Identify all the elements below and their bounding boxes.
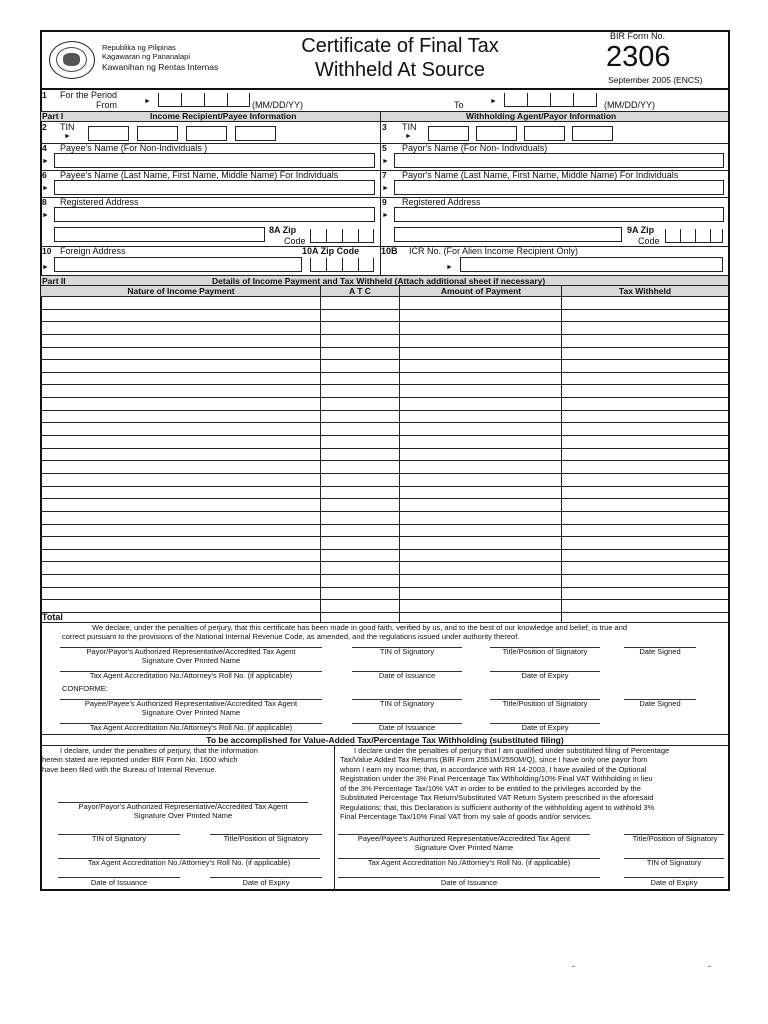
table-row[interactable] xyxy=(40,574,730,575)
payor-tin-box-2[interactable] xyxy=(476,126,517,141)
vat-right-text-4: Registration under the 3% Final Percentage Tax Wthholding/10% Final VAT Withholding in lieu xyxy=(340,774,653,783)
period-to-dd[interactable] xyxy=(550,93,573,107)
declaration-line-2: correct pursuant to the provisions of the National Internal Revenue Code, as amended, and the regulations issued under authority thereof. xyxy=(62,632,520,641)
payor-date-issuance-label: Date of Issuance xyxy=(378,671,436,680)
vat-payor-signature-sublabel: Signature Over Printed Name xyxy=(133,811,233,820)
part1-right-title: Withholding Agent/Payor Information xyxy=(466,111,617,121)
header-divider xyxy=(40,88,730,90)
arrow-icon: ► xyxy=(42,264,49,271)
payee-date-issuance-label: Date of Issuance xyxy=(378,723,436,732)
vat-payee-signature-label: Payee/Payee's Authorized Representative/Accredited Tax Agent xyxy=(357,834,571,843)
payee-tin-box-4[interactable] xyxy=(235,126,276,141)
vat-payee-date-issuance-label: Date of Issuance xyxy=(440,878,498,887)
payor-zip-1[interactable] xyxy=(665,229,680,243)
table-row[interactable] xyxy=(40,498,730,499)
bir-seal-logo xyxy=(49,41,95,79)
vat-payor-date-expiry-label: Date of Expiry xyxy=(242,878,290,887)
payor-title-signatory-label: Title/Position of Signatory xyxy=(502,647,588,656)
table-row[interactable] xyxy=(40,347,730,348)
payor-accreditation-label: Tax Agent Accreditation No./Attorney's Roll No. (if applicable) xyxy=(89,671,293,680)
arrow-icon: ► xyxy=(490,98,497,105)
payee-signature-sublabel: Signature Over Printed Name xyxy=(141,708,241,717)
vat-payor-tin-signatory-label: TIN of Signatory xyxy=(91,834,147,843)
arrow-icon: ► xyxy=(42,212,49,219)
vat-right-text-3: whom I earn my income; that, in accordance with RR 14-2003, I have availed of the Optional xyxy=(340,765,647,774)
vat-right-text-2: Tax/Value Added Tax Returns (BIR Form 2551M/2550M/Q), since I have only one payor from xyxy=(340,755,648,764)
vat-payee-title-signatory-label: Title/Position of Signatory xyxy=(632,834,718,843)
foreign-address-label: Foreign Address xyxy=(60,246,126,256)
vat-divider xyxy=(334,745,335,889)
payee-signature-label: Payee/Payee's Authorized Representative/Accredited Tax Agent xyxy=(84,699,298,708)
payee-address-label: Registered Address xyxy=(60,197,139,207)
payee-zip-2[interactable] xyxy=(326,229,342,243)
payee-zip-code-label: Code xyxy=(284,236,306,246)
period-to-label: To xyxy=(454,100,464,110)
part1-band xyxy=(41,111,728,121)
table-row[interactable] xyxy=(40,587,730,588)
agency-line-3: Kawanihan ng Rentas Internas xyxy=(102,62,219,72)
field-number-7: 7 xyxy=(382,170,387,180)
total-label: Total xyxy=(42,612,63,622)
footer-mark-2: - xyxy=(708,961,711,971)
form-number: 2306 xyxy=(606,41,671,73)
payee-nonindiv-name-input[interactable] xyxy=(54,153,375,168)
payor-address-input-1[interactable] xyxy=(394,207,724,222)
payee-indiv-label: Payee's Name (Last Name, First Name, Middle Name) For Individuals xyxy=(60,170,339,180)
field-number-10: 10 xyxy=(42,246,52,256)
col-header-nature: Nature of Income Payment xyxy=(127,286,235,296)
payor-indiv-name-input[interactable] xyxy=(394,180,724,195)
vat-payor-date-issuance-label: Date of Issuance xyxy=(90,878,148,887)
table-row[interactable] xyxy=(40,536,730,537)
foreign-zip-1[interactable] xyxy=(310,258,326,272)
payor-zip-4[interactable] xyxy=(710,229,723,243)
field-number-9: 9 xyxy=(382,197,387,207)
table-row[interactable] xyxy=(40,321,730,322)
vat-payee-date-expiry-label: Date of Expiry xyxy=(650,878,698,887)
form-title-line1: Certificate of Final Tax xyxy=(301,35,499,57)
part2-label: Part II xyxy=(42,276,66,286)
form-revision-date: September 2005 (ENCS) xyxy=(608,75,703,85)
payee-nonindiv-label: Payee's Name (For Non-Individuals ) xyxy=(60,143,208,153)
table-row[interactable] xyxy=(40,422,730,423)
payor-signature-label: Payor/Payor's Authorized Representative/Accredited Tax Agent xyxy=(86,647,296,656)
foreign-zip-2[interactable] xyxy=(326,258,342,272)
arrow-icon: ► xyxy=(42,185,49,192)
payor-zip-2[interactable] xyxy=(680,229,695,243)
payee-title-signatory-label: Title/Position of Signatory xyxy=(502,699,588,708)
vat-payee-signature-sublabel: Signature Over Printed Name xyxy=(414,843,514,852)
payor-zip-label: 9A Zip xyxy=(627,225,655,235)
payee-date-expiry-label: Date of Expiry xyxy=(521,723,569,732)
foreign-address-input[interactable] xyxy=(54,257,302,272)
declaration-line-1: We declare, under the penalties of perjury, that this certificate has been made in good faith, verified by us, and to the best of our knowledge and belief, is true and xyxy=(92,623,628,632)
period-from-mm-2[interactable] xyxy=(181,93,204,107)
payee-tin-signatory-label: TIN of Signatory xyxy=(379,699,435,708)
table-row[interactable] xyxy=(40,612,730,613)
table-row[interactable] xyxy=(40,599,730,600)
field-number-6: 6 xyxy=(42,170,47,180)
payor-date-signed-label: Date Signed xyxy=(639,647,681,656)
table-row[interactable] xyxy=(40,549,730,550)
period-from-label: From xyxy=(96,100,117,110)
payor-tin-box-4[interactable] xyxy=(572,126,613,141)
vat-left-text-2: herein stated are reported under BIR Form No. 1600 which xyxy=(42,755,238,764)
payor-address-label: Registered Address xyxy=(402,197,481,207)
vat-right-text-6: Substituted Percentage Tax Return/Substituted VAT Return System prescribed in the aforesaid xyxy=(340,793,654,802)
payor-address-input-2[interactable] xyxy=(394,227,622,242)
col-header-atc: A T C xyxy=(349,286,371,296)
field-number-4: 4 xyxy=(42,143,47,153)
table-row[interactable] xyxy=(40,486,730,487)
period-to-mm-2[interactable] xyxy=(527,93,550,107)
vat-section-title: To be accomplished for Value-Added Tax/Percentage Tax Withholding (substituted filing) xyxy=(206,735,564,745)
field-number-1: 1 xyxy=(42,90,47,100)
payor-nonindiv-name-input[interactable] xyxy=(394,153,724,168)
table-row[interactable] xyxy=(40,410,730,411)
period-label: For the Period xyxy=(60,90,118,100)
col-divider-tax xyxy=(561,285,562,622)
part2-title: Details of Income Payment and Tax Withheld (Attach additional sheet if necessary) xyxy=(212,276,546,286)
rule xyxy=(40,296,730,297)
col-divider-amount xyxy=(399,285,400,622)
conforme-label: CONFORME: xyxy=(62,684,108,693)
payor-tin-box-1[interactable] xyxy=(428,126,469,141)
payor-nonindiv-label: Payor's Name (For Non- Individuals) xyxy=(402,143,548,153)
payor-tin-box-3[interactable] xyxy=(524,126,565,141)
vat-payor-title-signatory-label: Title/Position of Signatory xyxy=(223,834,309,843)
vat-right-text-1: I declare under the penalties of perjury that I am qualified under substituted filing of Percentage xyxy=(354,746,670,755)
vat-left-text-1: I declare, under the penalties of perjury, that the information xyxy=(60,746,258,755)
frame-bottom xyxy=(40,889,730,891)
payee-zip-1[interactable] xyxy=(310,229,326,243)
arrow-icon: ► xyxy=(382,212,389,219)
table-row[interactable] xyxy=(40,524,730,525)
payee-address-input-2[interactable] xyxy=(54,227,265,242)
vat-right-text-8: Final Percentage Tax/10% Final VAT from my sale of goods and/or services. xyxy=(340,812,593,821)
agency-line-1: Republika ng Pilipinas xyxy=(102,43,176,52)
table-row[interactable] xyxy=(40,473,730,474)
icr-number-input[interactable] xyxy=(460,257,723,272)
form-title-line2: Withheld At Source xyxy=(314,59,486,81)
part1-label: Part I xyxy=(42,111,64,121)
field-number-5: 5 xyxy=(382,143,387,153)
payor-indiv-label: Payor's Name (Last Name, First Name, Middle Name) For Individuals xyxy=(402,170,679,180)
vat-right-text-5: of the 3% Percentage Tax/10% VAT in order to be entitled to the privileges accorded by the xyxy=(340,784,641,793)
vat-payor-signature-label: Payor/Payor's Authorized Representative/Accredited Tax Agent xyxy=(78,802,288,811)
period-from-dd[interactable] xyxy=(204,93,227,107)
table-row[interactable] xyxy=(40,561,730,562)
table-row[interactable] xyxy=(40,511,730,512)
table-row[interactable] xyxy=(40,448,730,449)
period-from-yy[interactable] xyxy=(227,93,250,107)
foreign-zip-label: 10A Zip Code xyxy=(302,246,360,256)
foreign-zip-4[interactable] xyxy=(358,258,374,272)
payee-tin-box-2[interactable] xyxy=(137,126,178,141)
icr-label: ICR No. (For Alien Income Recipient Only) xyxy=(409,246,579,256)
payee-tin-box-1[interactable] xyxy=(88,126,129,141)
arrow-icon: ► xyxy=(446,264,453,271)
table-row[interactable] xyxy=(40,435,730,436)
table-row[interactable] xyxy=(40,384,730,385)
field-number-10b: 10B xyxy=(381,246,398,256)
arrow-icon: ► xyxy=(42,158,49,165)
vat-payee-tin-signatory-label: TIN of Signatory xyxy=(646,858,702,867)
rule xyxy=(40,111,730,112)
table-row[interactable] xyxy=(40,334,730,335)
payee-tin-box-3[interactable] xyxy=(186,126,227,141)
field-number-3: 3 xyxy=(382,122,387,132)
vat-payor-accreditation-label: Tax Agent Accreditation No./Attorney's Roll No. (if applicable) xyxy=(87,858,291,867)
period-from-format: (MM/DD/YY) xyxy=(252,100,303,110)
vat-right-text-7: Regulations; that, this Declaration is sufficient authority of the withholding agent to withhold 3% xyxy=(340,803,655,812)
arrow-icon: ► xyxy=(405,133,412,140)
col-header-tax-withheld: Tax Withheld xyxy=(618,286,672,296)
payee-accreditation-label: Tax Agent Accreditation No./Attorney's Roll No. (if applicable) xyxy=(89,723,293,732)
form-number-label: BIR Form No. xyxy=(610,31,666,41)
period-to-mm[interactable] xyxy=(504,93,527,107)
payee-date-signed-label: Date Signed xyxy=(639,699,681,708)
vat-payee-accreditation-label: Tax Agent Accreditation No./Attorney's Roll No. (if applicable) xyxy=(367,858,571,867)
payee-zip-4[interactable] xyxy=(358,229,374,243)
table-row[interactable] xyxy=(40,359,730,360)
period-to-yy[interactable] xyxy=(573,93,597,107)
payee-address-input-1[interactable] xyxy=(54,207,375,222)
period-from-mm[interactable] xyxy=(158,93,181,107)
arrow-icon: ► xyxy=(382,158,389,165)
field-number-8: 8 xyxy=(42,197,47,207)
col-divider-atc xyxy=(320,285,321,622)
table-row[interactable] xyxy=(40,460,730,461)
foreign-zip-3[interactable] xyxy=(342,258,358,272)
payor-signature-sublabel: Signature Over Printed Name xyxy=(141,656,241,665)
payee-indiv-name-input[interactable] xyxy=(54,180,375,195)
payor-date-expiry-label: Date of Expiry xyxy=(521,671,569,680)
table-row[interactable] xyxy=(40,309,730,310)
payor-zip-code-label: Code xyxy=(638,236,660,246)
payor-tin-signatory-label: TIN of Signatory xyxy=(379,647,435,656)
payor-zip-3[interactable] xyxy=(695,229,710,243)
footer-mark-1: - xyxy=(572,961,575,971)
agency-line-2: Kagawaran ng Pananalapi xyxy=(102,52,190,61)
table-row[interactable] xyxy=(40,397,730,398)
payee-tin-label: TIN xyxy=(60,122,75,132)
arrow-icon: ► xyxy=(144,98,151,105)
payor-tin-label: TIN xyxy=(402,122,417,132)
table-row[interactable] xyxy=(40,372,730,373)
field-number-2: 2 xyxy=(42,122,47,132)
payee-zip-label: 8A Zip xyxy=(269,225,297,235)
arrow-icon: ► xyxy=(64,133,71,140)
arrow-icon: ► xyxy=(382,185,389,192)
col-header-amount: Amount of Payment xyxy=(440,286,522,296)
payee-zip-3[interactable] xyxy=(342,229,358,243)
part1-left-title: Income Recipient/Payee Information xyxy=(150,111,297,121)
vat-left-text-3: have been filed with the Bureau of Internal Revenue. xyxy=(42,765,217,774)
period-to-format: (MM/DD/YY) xyxy=(604,100,655,110)
